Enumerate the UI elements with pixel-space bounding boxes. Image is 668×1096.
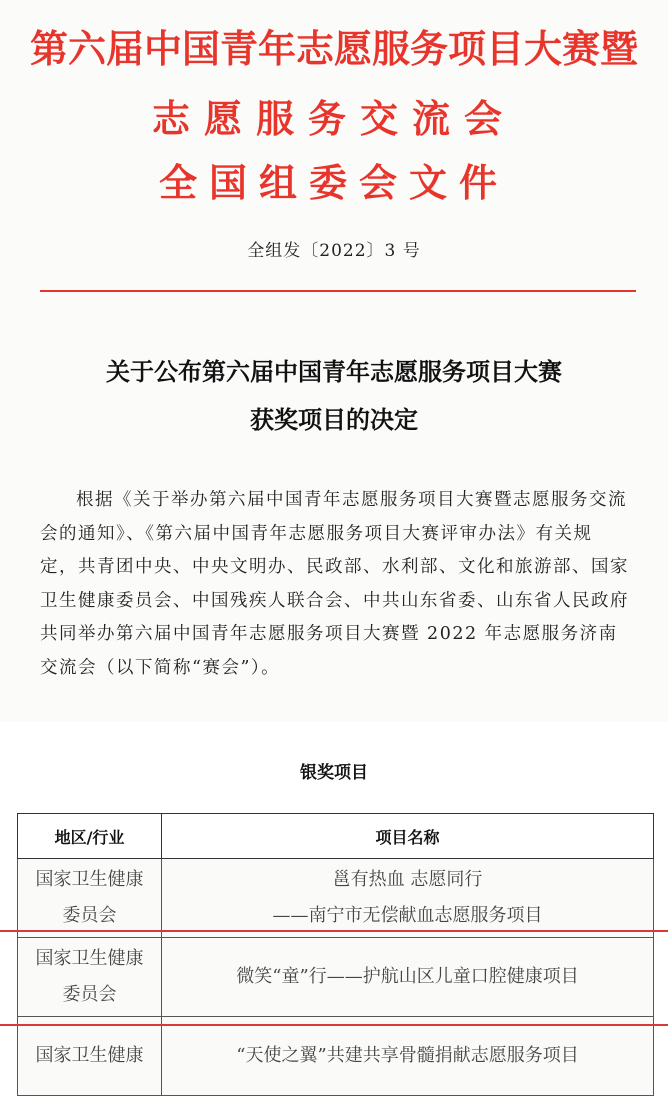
table-row xyxy=(18,859,654,938)
table-row xyxy=(18,938,654,1017)
column-header-region: 地区/行业 xyxy=(18,814,162,859)
document-title-line-1: 关于公布第六届中国青年志愿服务项目大赛 xyxy=(106,357,562,386)
project-line: “天使之翼”共建共享骨髓捐献志愿服务项目 xyxy=(236,1045,579,1066)
table-row xyxy=(18,1017,654,1096)
project-line: 微笑“童”行——护航山区儿童口腔健康项目 xyxy=(236,966,579,987)
header-line-3: 全国组委会文件 xyxy=(158,160,509,205)
header-line-1: 第六届中国青年志愿服务项目大赛暨 xyxy=(29,26,638,71)
red-divider xyxy=(40,290,636,292)
project-cell xyxy=(162,1017,654,1096)
section-title: 银奖项目 xyxy=(300,763,368,783)
project-cell xyxy=(162,859,654,938)
awards-table xyxy=(17,813,654,1096)
body-paragraph: 根据《关于举办第六届中国青年志愿服务项目大赛暨志愿服务交流会的通知》、《第六届中国青年志愿服务项目大赛评审办法》有关规定，共青团中央、中央文明办、民政部、水利部、文化和旅游部、国家卫生健康委员会、中国残疾人联合会、中共山东省委、山东省人民政府共同举办第六届中国青年志愿服务项目大赛暨 2022 年志愿服务济南交流会（以下简称“赛会”）。 xyxy=(40,490,629,678)
project-line: 邕有热血 志愿同行 xyxy=(332,869,483,890)
region-cell xyxy=(18,938,162,1017)
column-header-project: 项目名称 xyxy=(162,814,654,859)
region-line: 国家卫生健康 xyxy=(35,948,144,969)
header-line-2: 志愿服务交流会 xyxy=(151,96,516,141)
region-line: 委员会 xyxy=(62,905,117,926)
document-title-line-2: 获奖项目的决定 xyxy=(250,405,418,434)
highlight-line-top xyxy=(0,930,668,932)
highlight-line-bottom xyxy=(0,1024,668,1026)
region-cell xyxy=(18,859,162,938)
document-number: 全组发〔2022〕3 号 xyxy=(247,241,421,261)
region-line: 委员会 xyxy=(62,984,117,1005)
table-header-row xyxy=(18,814,654,859)
region-line: 国家卫生健康 xyxy=(35,869,144,890)
project-cell xyxy=(162,938,654,1017)
region-cell xyxy=(18,1017,162,1096)
project-line: ——南宁市无偿献血志愿服务项目 xyxy=(272,905,543,926)
region-line: 国家卫生健康 xyxy=(35,1045,144,1066)
